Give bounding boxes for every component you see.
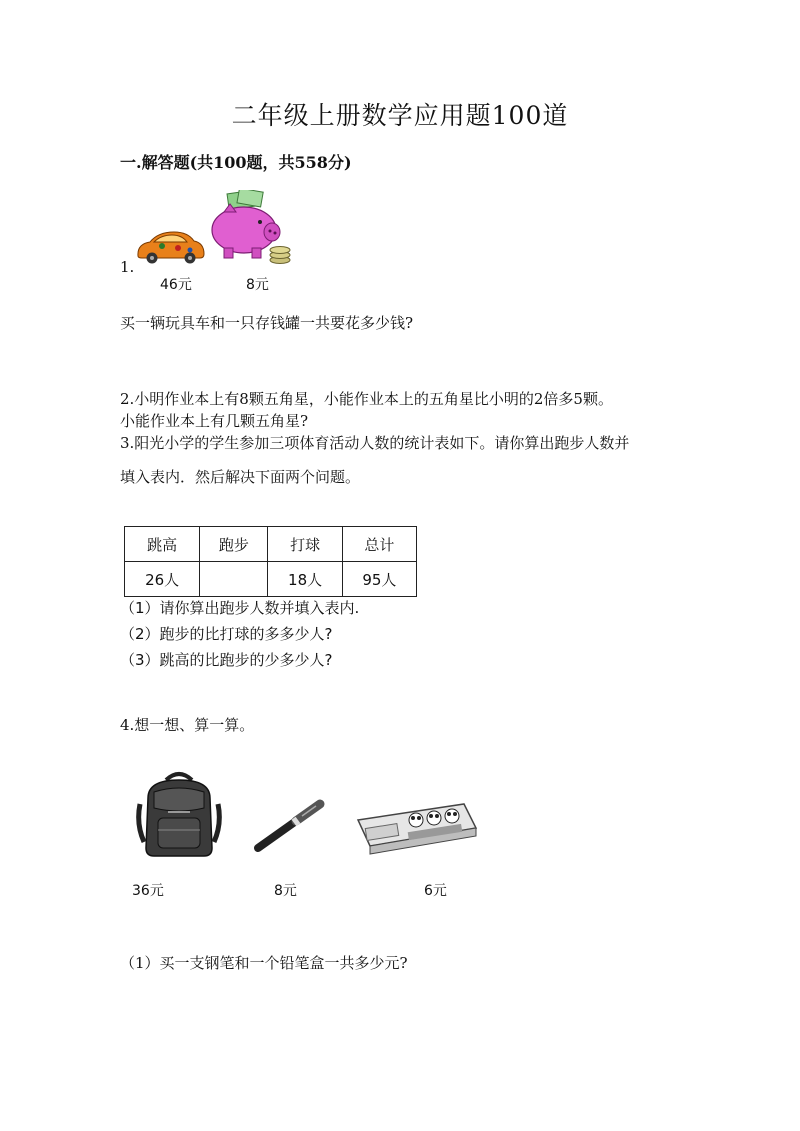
table-cell: 18人: [268, 562, 342, 597]
q2-line1: 2.小明作业本上有8颗五角星，小能作业本上的五角星比小明的2倍多5颗。: [120, 390, 613, 408]
q4-title: 4.想一想、算一算。: [120, 716, 255, 734]
q1-number: 1.: [120, 258, 135, 276]
table-header-cell: 跳高: [125, 527, 200, 562]
piggy-bank-image: [208, 190, 294, 270]
table-row: [125, 527, 417, 562]
table-cell: 95人: [342, 562, 416, 597]
q3-line1: 3.阳光小学的学生参加三项体育活动人数的统计表如下。请你算出跑步人数并: [120, 434, 630, 452]
table-header-cell: 跑步: [200, 527, 268, 562]
toy-car-image: [134, 226, 206, 264]
table-cell: 26人: [125, 562, 200, 597]
fountain-pen-image: [250, 796, 330, 856]
q3-sub3: （3）跳高的比跑步的少多少人?: [120, 651, 333, 669]
table-header-cell: 打球: [268, 527, 342, 562]
table-cell-blank: [200, 562, 268, 597]
table-header-cell: 总计: [342, 527, 416, 562]
section-heading: 一.解答题(共100题，共558分): [120, 153, 352, 172]
pen-price: 8元: [274, 883, 297, 899]
page-title: 二年级上册数学应用题100道: [231, 101, 569, 130]
pencil-box-image: [352, 796, 480, 856]
q3-sub2: （2）跑步的比打球的多多少人?: [120, 625, 333, 643]
toy-car-price: 46元: [160, 277, 192, 293]
q2-line2: 小能作业本上有几颗五角星?: [120, 412, 309, 430]
activity-stats-table: [124, 526, 417, 597]
piggy-bank-price: 8元: [246, 277, 269, 293]
backpack-image: [134, 768, 224, 860]
q3-sub1: （1）请你算出跑步人数并填入表内.: [120, 599, 360, 617]
pencil-box-price: 6元: [424, 883, 447, 899]
q3-line2: 填入表内．然后解决下面两个问题。: [120, 468, 361, 486]
q4-sub1: （1）买一支钢笔和一个铅笔盒一共多少元?: [120, 954, 408, 972]
table-row: [125, 562, 417, 597]
backpack-price: 36元: [132, 883, 164, 899]
q1-question: 买一辆玩具车和一只存钱罐一共要花多少钱?: [120, 314, 414, 332]
